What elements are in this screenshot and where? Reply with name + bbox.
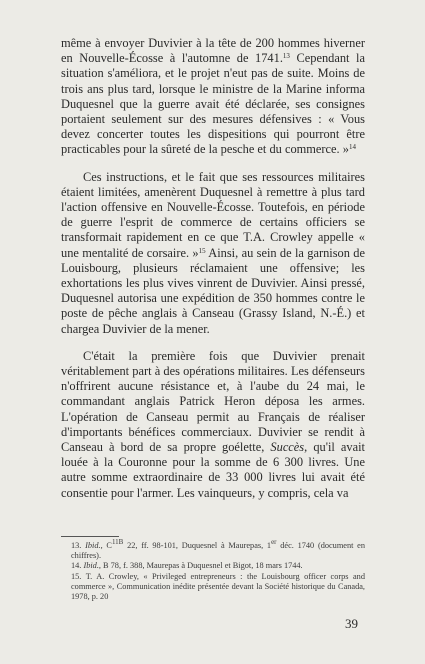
page-number: 39 xyxy=(345,616,358,631)
footnote-text: T. A. Crowley, « Privileged entrepreneurs : the Louisbourg officer corps and commerce », Communication inédite présentée devant la Société historique du Canada, 1978, p. 20 xyxy=(71,571,365,602)
paragraph-2-text-b: Ainsi, au sein de la garnison de Louisbourg, plusieurs réclamaient une offensive; les exhortations les plus vives vinrent de Duvivier. Ainsi pressé, Duquesnel autorisa une expédition de 350 hommes contre le poste de pêche anglais à Canseau (Grassy Island, N.-É.) et chargea Duvivier de la mener. xyxy=(61,245,365,336)
footnote-number: 13. xyxy=(71,541,82,550)
footnote-text: 22, ff. 98-101, Duquesnel à Maurepas, 1 xyxy=(123,541,272,550)
body-text xyxy=(61,36,365,501)
footnote-sup: 11B xyxy=(111,538,124,546)
footnote-ref-13: 13 xyxy=(282,52,290,61)
footnote-number: 14. xyxy=(71,561,82,571)
ship-name: Succès xyxy=(270,440,305,455)
paragraph-1-text-b: Cependant la situation s'améliora, et le projet n'eut pas de suite. Moins de trois ans plus tard, lorsque le ministre de la Marine informa Duquesnel que la guerre avait été déclarée, ses consignes portaient seulement sur des mesures défensives : « Vous devez concerter toutes les dispesitions qui pourront être practicables pour la sûreté de la pesche et du commerce. » xyxy=(61,51,365,157)
footnote-13 xyxy=(61,538,365,561)
footnote-text: , C xyxy=(100,541,112,550)
footnote-text: déc. 1740 (document en chiffres). xyxy=(71,541,365,561)
footnote-divider xyxy=(61,536,119,537)
footnote-ref-14: 14 xyxy=(348,143,356,152)
footnote-14 xyxy=(61,561,365,571)
paragraph-1 xyxy=(61,36,365,158)
footnotes xyxy=(61,538,365,602)
footnote-text: , B 78, f. 388, Maurepas à Duquesnel et Bigot, 18 mars 1744. xyxy=(98,561,303,571)
footnote-ibid: Ibid. xyxy=(85,541,101,550)
paragraph-3 xyxy=(61,349,365,501)
footnote-sup: er xyxy=(271,538,277,546)
footnote-number: 15. xyxy=(71,571,82,581)
footnote-15 xyxy=(61,572,365,603)
paragraph-3-text-a: C'était la première fois que Duvivier prenait véritablement part à des opérations militaires. Les défenseurs n'offrirent aucune résistance et, à l'aube du 24 mai, le commandant anglais Patrick Heron déposa les armes. L'opération de Canseau permit au Français de réaliser d'importants bénéfices commerciaux. Duvivier se rendit à Canseau à bord de sa propre goélette, xyxy=(61,348,365,455)
paragraph-2 xyxy=(61,170,365,337)
paragraph-3-text-b: , qu'il avait louée à la Couronne pour la somme de 6 300 livres. Une autre somme extraordinaire de 33 000 livres lui avait été consentie pour l'armer. Les vainqueurs, y compris, cela va xyxy=(61,440,365,500)
footnote-ibid: Ibid. xyxy=(83,561,99,571)
footnote-ref-15: 15 xyxy=(198,246,206,255)
paragraph-1-text-a: même à envoyer Duvivier à la tête de 200 hommes hiverner en Nouvelle-Écosse à l'automne de 1741. xyxy=(61,36,365,66)
paragraph-2-text-a: Ces instructions, et le fait que ses ressources militaires étaient limitées, amenèrent Duquesnel à remettre à plus tard l'action offensive en Nouvelle-Écosse. Toutefois, en période de guerre l'esprit de commerce de certains officiers se transformait rapidement en ce que T.A. Crowley appelle « une mentalité de corsaire. » xyxy=(61,169,365,260)
